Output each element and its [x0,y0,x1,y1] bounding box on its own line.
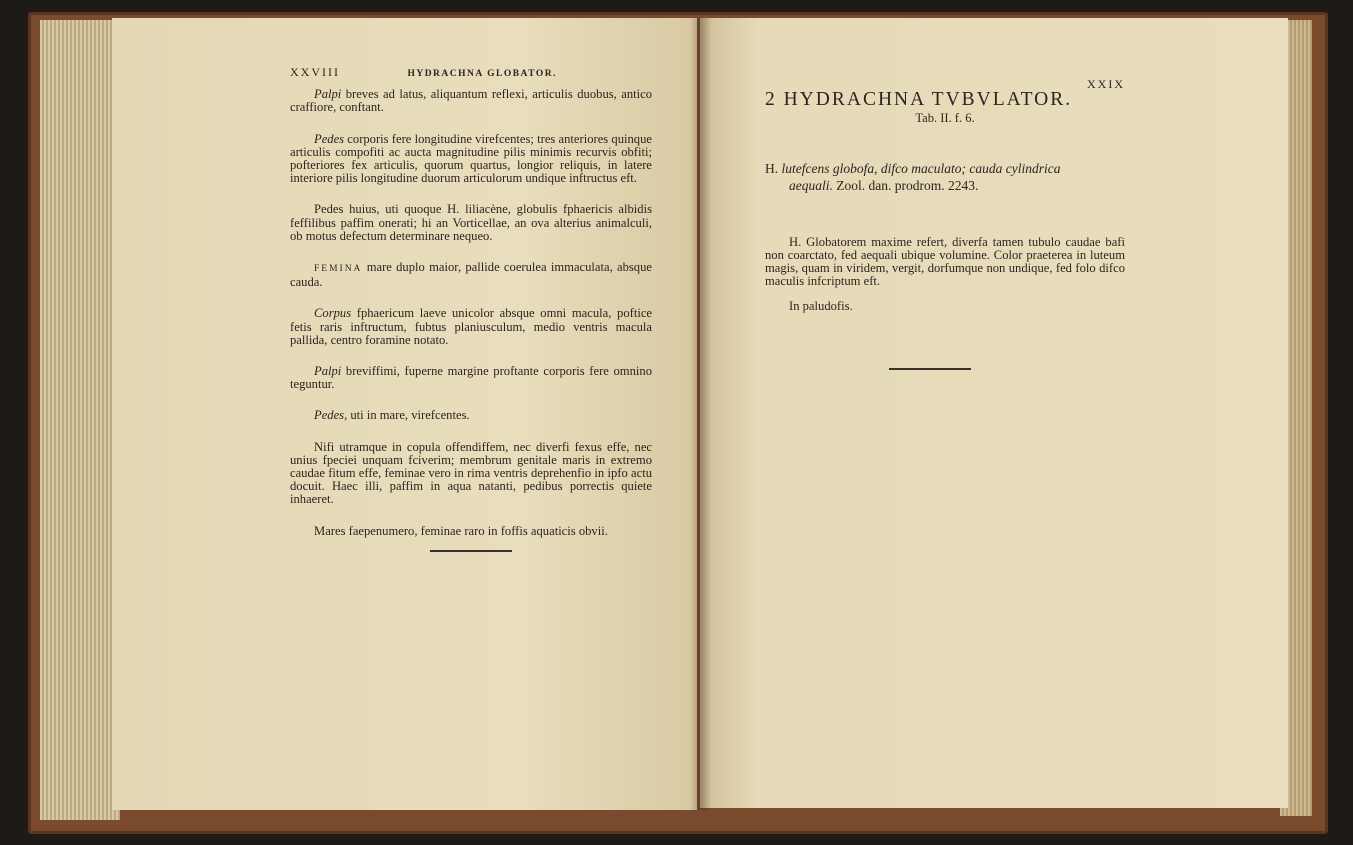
section-end-rule-right [889,368,971,370]
left-running-head [290,66,652,81]
right-page-text [765,78,1125,370]
paragraph-palpi-female: Palpi breviffimi, fuperne margine proftante corporis fere omnino teguntur. [290,364,652,392]
paragraph-pedes-female: Pedes, uti in mare, virefcentes. [314,408,470,423]
book-gutter [690,18,712,810]
paragraph-femina: FEMINA mare duplo maior, pallide coerulea immaculata, absque cauda. [290,260,652,290]
paragraph-mares: Mares faepenumero, feminae raro in foffis aquaticis obvii. [314,523,608,538]
section-end-rule [430,550,512,552]
species-description: H. Globatorem maxime refert, diverfa tamen tubulo caudae bafi non coarctato, fed aequali ubique volumine. Color praeterea in luteum magis, quam in viridem, vergit, dorfumque non undique, fed folo difco maculis infcriptum eft. [765,234,1125,289]
left-running-title: HYDRACHNA GLOBATOR. [407,69,557,79]
left-page-edges [40,20,120,820]
plate-reference: Tab. II. f. 6. [915,111,975,126]
right-page-number: XXIX [1087,77,1125,91]
left-page-text [290,66,652,552]
diagnosis-abbrev: H. [765,160,779,176]
diagnosis-reference: Zool. dan. prodrom. 2243. [836,177,979,193]
paragraph-copula: Nifi utramque in copula offendiffem, nec diverfi fexus effe, nec unius fpeciei unquam fciverim; membrum genitale maris in extremo caudae fitum effe, feminae vero in rima ventris deprehenfio in ipfo actu docuit. Haec illi, paffim in aqua natanti, pedibus porrectis quiete inhaeret. [290,439,652,507]
species-habitat: In paludofis. [789,299,853,314]
species-diagnosis [765,160,1125,194]
paragraph-palpi-male: Palpi breves ad latus, aliquantum reflexi, articulis duobus, antico craffiore, conftant. [290,87,652,115]
paragraph-corpus: Corpus fphaericum laeve unicolor absque omni macula, poftice fetis raris inftructum, fubtus planiusculum, medio ventris macula pallida, centro foramine notato. [290,306,652,347]
species-title: HYDRACHNA TVBVLATOR. [783,89,1073,111]
paragraph-pedes-male: Pedes corporis fere longitudine virefcentes; tres anteriores quinque articulis compofiti ac aucta magnitudine pilis minimis recurvis obfiti; pofteriores fex articulis, quorum quartus, longior reliquis, in latere interiore pilis longitudine duorum articulorum undique inftructus eft. [290,131,652,186]
diagnosis-line-1: lutefcens globofa, difco maculato; cauda cylindrica [781,160,1061,176]
diagnosis-line-2: aequali. [789,177,833,193]
species-number: 2 [765,89,777,111]
left-page-number: XXVIII [290,65,340,79]
paragraph-pedes-globules: Pedes huius, uti quoque H. liliacène, globulis fphaericis albidis feffilibus paffim onerati; hi an Vorticellae, an ova alterius animalculi, ob motus defectum determinare nequeo. [290,202,652,243]
species-heading [765,89,1125,111]
